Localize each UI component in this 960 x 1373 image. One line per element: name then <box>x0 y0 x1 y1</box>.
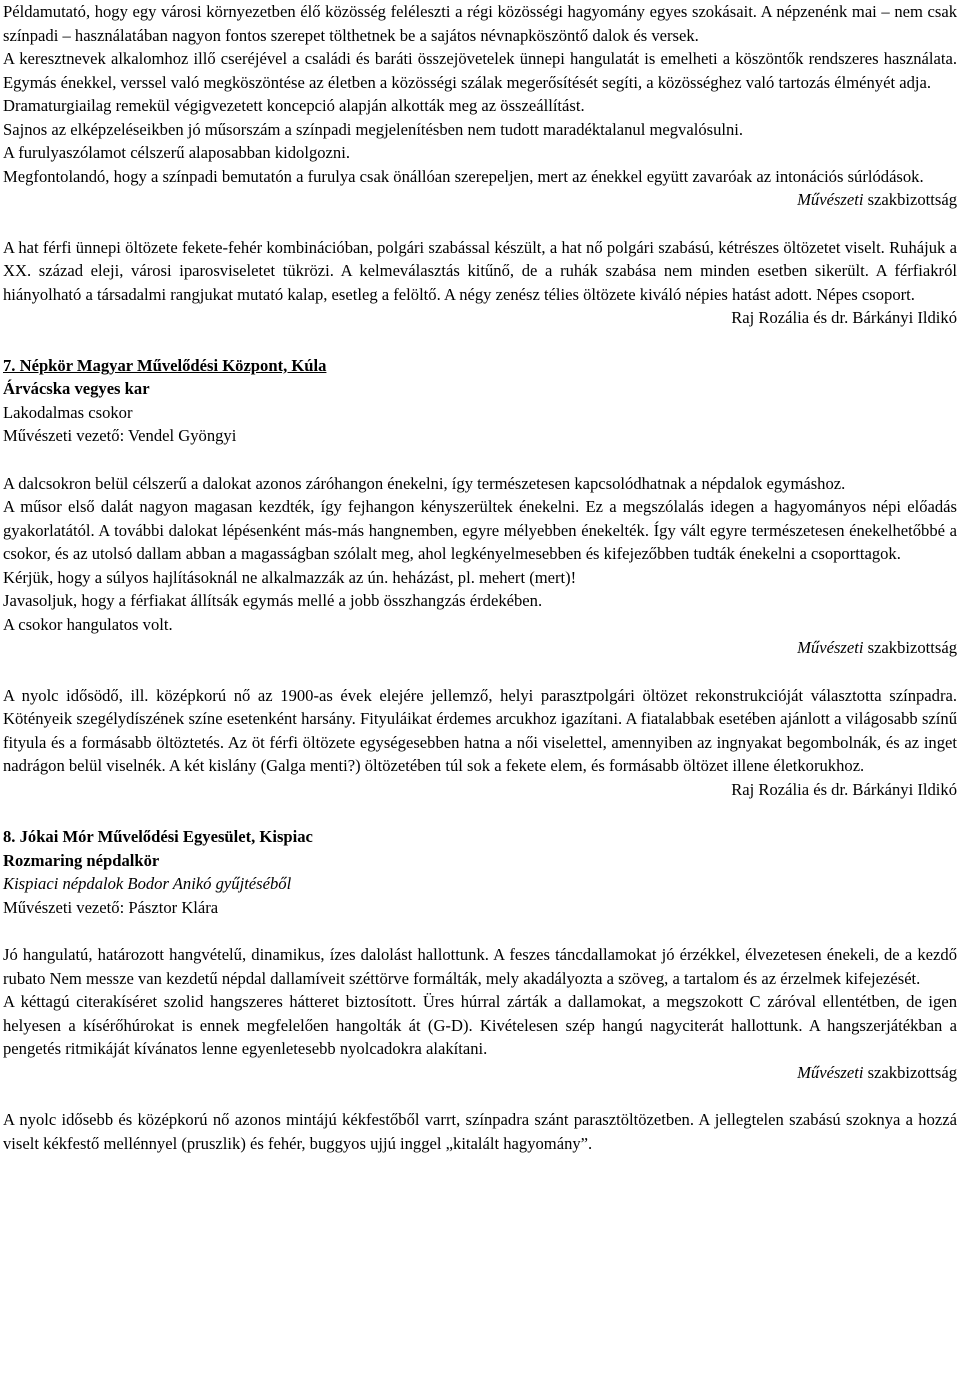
section-7-title: 7. Népkör Magyar Művelődési Központ, Kúla <box>3 355 327 375</box>
paragraph: Sajnos az elképzeléseikben jó műsorszám a színpadi megjelenítésben nem tudott maradéktalanul megvalósulni. <box>3 119 744 139</box>
paragraph: A dalcsokron belül célszerű a dalokat azonos záróhangon énekelni, így természetesen kapcsolódhatnak a népdalok egymáshoz. <box>3 473 846 493</box>
section-8-program: Kispiaci népdalok Bodor Anikó gyűjtéséből <box>3 874 292 893</box>
signature-committee-rest: szakbizottság <box>863 1062 957 1082</box>
paragraph: Javasoljuk, hogy a férfiakat állítsák egymás mellé a jobb összhangzás érdekében. <box>3 591 543 610</box>
paragraph: A hat férfi ünnepi öltözete fekete-fehér kombinációban, polgári szabással készült, a hat nő polgári szabású, kétrészes öltözetet viselt. Ruhájuk a XX. század eleji, városi iparosviseletet tükrözi. A kelmeválasztás kitűnő, de a ruhák szabása nem minden esetben sikerült. A férfiakról hiányolható a társadalmi rangjukat mutató kalap, esetleg a felöltő. A négy zenész télies öltözete kiváló népies hatást adott. Népes csoport. <box>3 237 957 304</box>
paragraph: A furulyaszólamot célszerű alaposabban kidolgozni. <box>3 143 350 162</box>
signature-committee-rest: szakbizottság <box>863 190 957 209</box>
section-8-leader: Művészeti vezető: Pásztor Klára <box>3 897 219 917</box>
paragraph: A kéttagú citerakíséret szolid hangszeres hátteret biztosított. Üres húrral zárták a dallamokat, a megszokott C záróval ellentétben, de igen helyesen a kísérőhúrokat is ennek megfelelően hangolták át (G-D). Kivételesen szép hangú nagyciterát hallottunk. A hangszerjátékban a pengetés ritmikáját kívánatos lenne egyenletesebb nyolcadokra alakítani. <box>3 992 957 1058</box>
signature-committee-italic: Művészeti <box>797 190 864 209</box>
paragraph: Megfontolandó, hogy a színpadi bemutatón a furulya csak önállóan szerepeljen, mert az énekkel együtt zavaróak az intonációs súrlódások. <box>3 166 924 186</box>
section-7-leader: Művészeti vezető: Vendel Gyöngyi <box>3 426 237 445</box>
paragraph: Példamutató, hogy egy városi környezetben élő közösség feléleszti a régi közösségi hagyomány egyes szokásait. A népzenénk mai – nem csak színpadi – használatában nagyon fontos szerepet tölthetnek be a sajátos névnapköszöntő dalok és versek. <box>3 2 957 45</box>
section-8-title: 8. Jókai Mór Művelődési Egyesület, Kispiac <box>3 827 313 846</box>
paragraph: Kérjük, hogy a súlyos hajlításoknál ne alkalmazzák az ún. heházást, pl. mehert (mert)! <box>3 567 577 587</box>
paragraph: Jó hangulatú, határozott hangvételű, dinamikus, ízes dalolást hallottunk. A feszes táncdallamokat jó érzékkel, élvezetesen énekeli, de a kezdő rubato Nem messze van kezdetű népdal dallamíveit széttörve formálták, mely akadályozta a szöveg, a tartalom és az érzelmek kifejezését. <box>3 945 957 988</box>
paragraph: A keresztnevek alkalomhoz illő cseréjével a családi és baráti összejövetelek ünnepi hangulatát is emelheti a köszöntők rendszeres használata. Egymás énekkel, verssel való megköszöntése az életben a közösségi szálak megerősítését segíti, a közösséghez való tartozás élményét adja. <box>3 49 957 92</box>
section-7-group: Árvácska vegyes kar <box>3 379 150 398</box>
paragraph: A nyolc idősebb és középkorú nő azonos mintájú kékfestőből varrt, színpadra szánt parasztöltözetben. A jellegtelen szabású szoknya a hozzá viselt kékfestő mellénnyel (pruszlik) és fehér, buggyos ujjú inggel „kitalált hagyomány”. <box>3 1110 957 1153</box>
paragraph: A nyolc idősödő, ill. középkorú nő az 1900-as évek elejére jellemző, helyi parasztpolgári öltözet rekonstrukcióját választotta színpadra. Kötényeik szegélydíszének színe esetenként harsány. Fityuláikat érdemes arcukhoz igazítani. A fiatalabbak esetében ajánlott a világosabb színű fityula és a formásabb öltöztetés. Az öt férfi öltözete egységesebben hatna a női viselettel, amennyiben az ingnyakat begombolnák, és az inget nadrágon belül viselnék. A két kislány (Galga menti?) öltözetében túl sok a fekete elem, és formásabb öltözet illene életkorukhoz. <box>3 685 957 775</box>
section-8-group: Rozmaring népdalkör <box>3 850 160 870</box>
paragraph: Dramaturgiailag remekül végigvezetett koncepció alapján alkották meg az összeállítást. <box>3 96 585 115</box>
signature-committee-rest: szakbizottság <box>863 638 957 657</box>
signature-authors: Raj Rozália és dr. Bárkányi Ildikó <box>731 308 957 327</box>
signature-committee-italic: Művészeti <box>797 638 864 657</box>
signature-committee <box>3 188 957 212</box>
paragraph: A műsor első dalát nagyon magasan kezdték, így fejhangon kényszerültek énekelni. Ez a megszólalás idegen a hagyományos népi előadás gyakorlatától. A további dalokat lépésenként más-más hangnemben, egyre mélyebben énekelték. Így vált egyre természetesen énekelhetőbbé a csokor, és az utolsó dallam abban a magasságban szólalt meg, ahol legkényelmesebben és kifejezőbben tudták énekelni a csoporttagok. <box>3 497 957 563</box>
signature-authors: Raj Rozália és dr. Bárkányi Ildikó <box>731 779 957 799</box>
paragraph: A csokor hangulatos volt. <box>3 614 173 634</box>
signature-committee-italic: Művészeti <box>797 1062 864 1082</box>
signature-committee <box>3 1061 957 1085</box>
signature-committee <box>3 636 957 660</box>
section-7-program: Lakodalmas csokor <box>3 402 133 422</box>
